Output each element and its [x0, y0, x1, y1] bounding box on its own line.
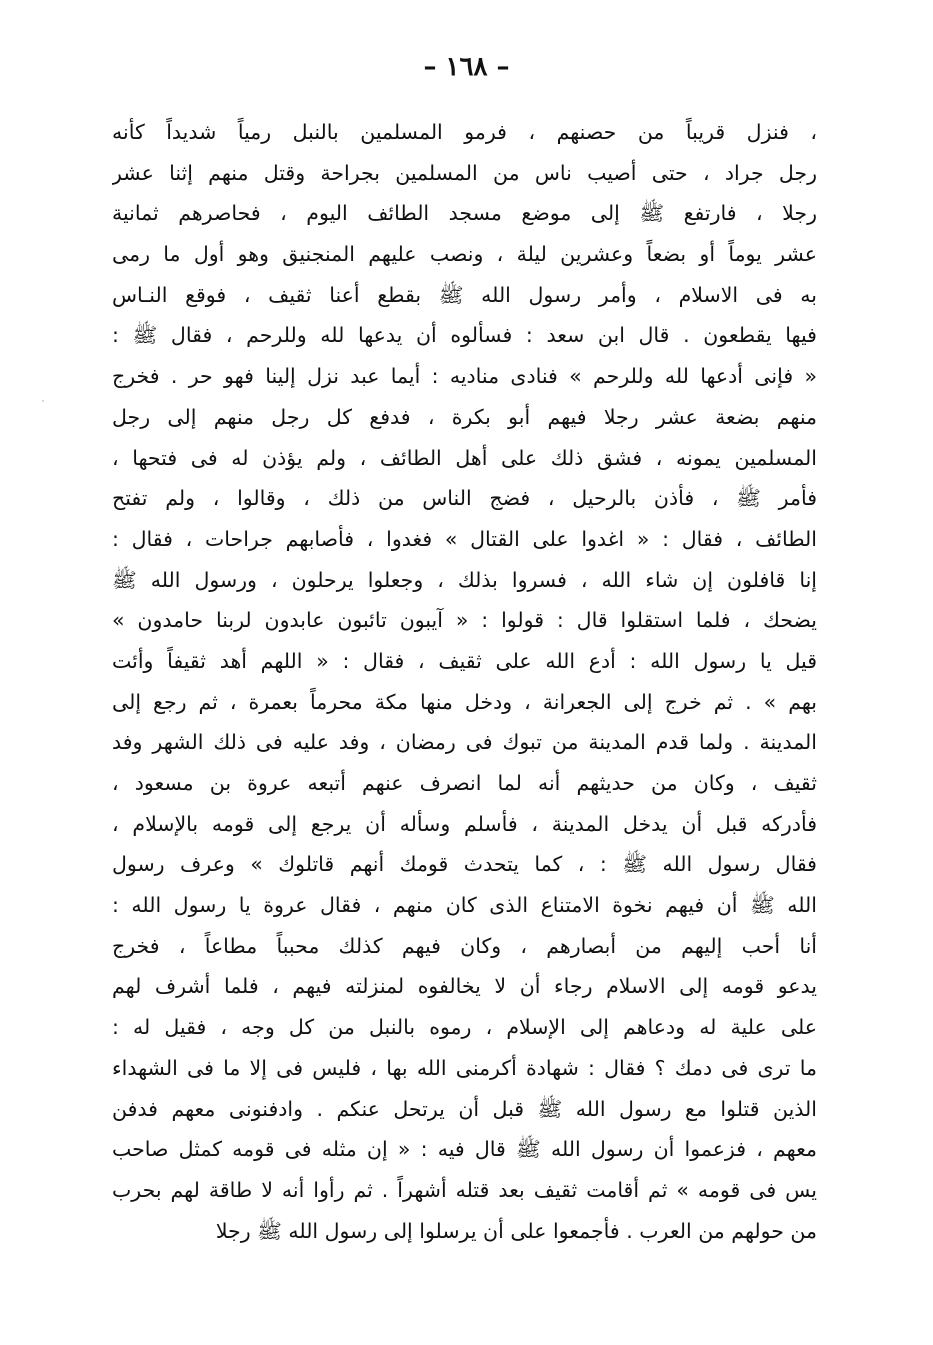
text-line-25: الذين قتلوا مع رسول الله ﷺ قبل أن يرتحل عنكم . وادفنونى معهم فدفن: [112, 1096, 817, 1121]
text-line-20: الله ﷺ أن فيهم نخوة الامتناع الذى كان منهم ، فقال عروة يا رسول الله :: [112, 893, 817, 918]
text-line-24: ما ترى فى دمك ؟ فقال : شهادة أكرمنى الله بها ، فليس فى إلا ما فى الشهداء: [112, 1055, 817, 1080]
text-line-15: بهم » . ثم خرج إلى الجعرانة ، ودخل منها مكة محرماً بعمرة ، ثم رجع إلى: [112, 689, 817, 714]
body-text: [112, 112, 817, 1251]
text-line-9: المسلمين يمونه ، فشق ذلك على أهل الطائف ، ولم يؤذن له فى فتحها ،: [112, 445, 817, 470]
text-line-7: « فإنى أدعها لله وللرحم » فنادى مناديه : أيما عبد نزل إلينا فهو حر . فخرج: [112, 364, 817, 389]
text-line-28: من حولهم من العرب . فأجمعوا على أن يرسلوا إلى رسول الله ﷺ رجلا: [215, 1218, 817, 1243]
text-line-26: معهم ، فزعموا أن رسول الله ﷺ قال فيه : « إن مثله فى قومه كمثل صاحب: [112, 1137, 817, 1162]
text-line-16: المدينة . ولما قدم المدينة من تبوك فى رمضان ، وفد عليه فى ذلك الشهر وفد: [112, 730, 817, 755]
text-line-14: قيل يا رسول الله : أدع الله على ثقيف ، فقال : « اللهم أهد ثقيفاً وأئت: [112, 648, 817, 673]
text-line-19: فقال رسول الله ﷺ : ، كما يتحدث قومك أنهم قاتلوك » وعرف رسول: [112, 852, 817, 877]
text-line-5: به فى الاسلام ، وأمر رسول الله ﷺ بقطع أعنا ثقيف ، فوقع النـاس: [112, 282, 817, 307]
text-line-23: على علية له ودعاهم إلى الإسلام ، رموه بالنبل من كل وجه ، فقيل له :: [112, 1015, 817, 1040]
text-line-2: رجل جراد ، حتى أصيب ناس من المسلمين بجراحة وقتل منهم إثنا عشر: [112, 160, 817, 185]
text-line-18: فأدركه قبل أن يدخل المدينة ، فأسلم وسأله أن يرجع إلى قومه بالإسلام ،: [112, 811, 817, 836]
page-number: – ١٦٨ –: [423, 52, 510, 82]
text-line-10: فأمر ﷺ ، فأذن بالرحيل ، فضج الناس من ذلك ، وقالوا ، ولم تفتح: [112, 486, 817, 511]
text-line-4: عشر يوماً أو بضعاً وعشرين ليلة ، ونصب عليهم المنجنيق وهو أول ما رمى: [112, 242, 817, 267]
text-line-17: ثقيف ، وكان من حديثهم أنه لما انصرف عنهم أتبعه عروة بن مسعود ،: [112, 771, 817, 795]
text-line-13: يضحك ، فلما استقلوا قال : قولوا : « آيبون تائبون عابدون لربنا حامدون »: [112, 608, 817, 633]
text-line-22: يدعو قومه إلى الاسلام رجاء أن لا يخالفوه لمنزلته فيهم ، فلما أشرف لهم: [112, 974, 817, 999]
text-line-11: الطائف ، فقال : « اغدوا على القتال » فغدوا ، فأصابهم جراحات ، فقال :: [112, 526, 817, 551]
text-line-1: ، فنزل قريباً من حصنهم ، فرمو المسلمين بالنبل رمياً شديداً كأنه: [112, 120, 817, 144]
text-line-8: منهم بضعة عشر رجلا فيهم أبو بكرة ، فدفع كل رجل منهم إلى رجل: [112, 404, 817, 429]
scan-speck: [42, 400, 44, 402]
text-line-6: فيها يقطعون . قال ابن سعد : فسألوه أن يدعها لله وللرحم ، فقال ﷺ :: [112, 323, 817, 348]
text-line-3: رجلا ، فارتفع ﷺ إلى موضع مسجد الطائف اليوم ، فحاصرهم ثمانية: [112, 201, 817, 226]
text-line-12: إنا قافلون إن شاء الله ، فسروا بذلك ، وجعلوا يرحلون ، ورسول الله ﷺ: [112, 567, 817, 592]
text-line-21: أنا أحب إليهم من أبصارهم ، وكان فيهم كذلك محبباً مطاعاً ، فخرج: [112, 933, 817, 958]
text-line-27: يس فى قومه » ثم أقامت ثقيف بعد قتله أشهراً . ثم رأوا أنه لا طاقة لهم بحرب: [112, 1177, 817, 1202]
